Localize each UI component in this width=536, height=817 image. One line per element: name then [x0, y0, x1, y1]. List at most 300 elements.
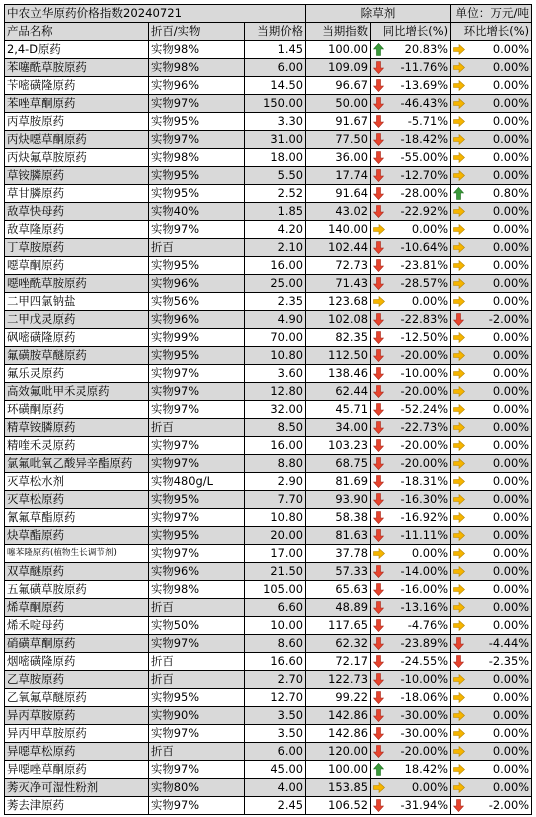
arrow-right-icon: [453, 293, 465, 310]
table-row: [5, 761, 532, 779]
product-name: 草甘膦原药: [5, 185, 149, 203]
product-name: 草铵膦原药: [5, 167, 149, 185]
current-price: 16.00: [245, 257, 306, 275]
current-index: 100.00: [306, 761, 371, 779]
yoy-cell: [371, 653, 451, 671]
mom-value: 0.00%: [492, 492, 530, 506]
mom-cell: [451, 581, 532, 599]
product-spec: 折百: [149, 599, 245, 617]
current-index: 17.74: [306, 167, 371, 185]
mom-value: 0.00%: [492, 258, 530, 272]
yoy-value: -12.70%: [400, 168, 449, 182]
mom-cell: [451, 59, 532, 77]
yoy-cell: [371, 437, 451, 455]
table-row: [5, 401, 532, 419]
mom-cell: [451, 725, 532, 743]
product-spec: 实物95%: [149, 167, 245, 185]
current-price: 12.70: [245, 689, 306, 707]
mom-cell: [451, 329, 532, 347]
table-row: [5, 41, 532, 59]
mom-cell: [451, 761, 532, 779]
yoy-value: -22.83%: [400, 312, 449, 326]
current-price: 18.00: [245, 149, 306, 167]
product-spec: 实物97%: [149, 545, 245, 563]
yoy-value: -5.71%: [407, 114, 449, 128]
current-index: 106.52: [306, 797, 371, 815]
table-row: [5, 671, 532, 689]
yoy-cell: [371, 365, 451, 383]
product-spec: 实物95%: [149, 185, 245, 203]
current-price: 7.70: [245, 491, 306, 509]
table-row: [5, 563, 532, 581]
current-index: 58.38: [306, 509, 371, 527]
product-spec: 实物98%: [149, 41, 245, 59]
product-name: 丙草胺原药: [5, 113, 149, 131]
table-row: [5, 545, 532, 563]
yoy-value: -28.57%: [400, 276, 449, 290]
arrow-down-icon: [373, 599, 385, 616]
yoy-value: -22.92%: [400, 204, 449, 218]
yoy-value: 20.83%: [404, 42, 449, 56]
yoy-cell: [371, 545, 451, 563]
arrow-right-icon: [453, 347, 465, 364]
yoy-value: -18.06%: [400, 690, 449, 704]
current-index: 120.00: [306, 743, 371, 761]
yoy-cell: [371, 167, 451, 185]
mom-value: 0.00%: [492, 114, 530, 128]
mom-value: 0.00%: [492, 672, 530, 686]
arrow-right-icon: [453, 545, 465, 562]
mom-cell: [451, 167, 532, 185]
product-name: 异噁唑草酮原药: [5, 761, 149, 779]
current-index: 62.32: [306, 635, 371, 653]
mom-cell: [451, 311, 532, 329]
current-price: 21.50: [245, 563, 306, 581]
product-name: 乙氧氟草醚原药: [5, 689, 149, 707]
col-header-name: 产品名称: [5, 23, 149, 41]
current-price: 6.60: [245, 599, 306, 617]
mom-cell: [451, 707, 532, 725]
yoy-value: -20.00%: [400, 348, 449, 362]
mom-value: 0.00%: [492, 762, 530, 776]
mom-value: 0.00%: [492, 456, 530, 470]
mom-value: 0.00%: [492, 582, 530, 596]
current-index: 100.00: [306, 41, 371, 59]
product-spec: 实物96%: [149, 77, 245, 95]
product-spec: 实物96%: [149, 311, 245, 329]
arrow-down-icon: [373, 509, 385, 526]
current-index: 142.86: [306, 707, 371, 725]
yoy-value: -10.64%: [400, 240, 449, 254]
current-index: 103.23: [306, 437, 371, 455]
arrow-down-icon: [373, 347, 385, 364]
yoy-value: 0.00%: [411, 294, 449, 308]
yoy-cell: [371, 293, 451, 311]
arrow-down-icon: [373, 725, 385, 742]
current-index: 117.65: [306, 617, 371, 635]
table-row: [5, 653, 532, 671]
arrow-right-icon: [453, 239, 465, 256]
current-index: 112.50: [306, 347, 371, 365]
product-name: 二甲戊灵原药: [5, 311, 149, 329]
current-index: 153.85: [306, 779, 371, 797]
current-index: 43.02: [306, 203, 371, 221]
product-spec: 实物95%: [149, 491, 245, 509]
arrow-right-icon: [373, 779, 385, 796]
mom-cell: [451, 401, 532, 419]
product-spec: 实物40%: [149, 203, 245, 221]
mom-cell: [451, 797, 532, 815]
current-price: 3.50: [245, 707, 306, 725]
mom-cell: [451, 203, 532, 221]
product-spec: 折百: [149, 653, 245, 671]
yoy-cell: [371, 761, 451, 779]
yoy-cell: [371, 113, 451, 131]
current-index: 45.71: [306, 401, 371, 419]
current-index: 81.63: [306, 527, 371, 545]
product-spec: 实物97%: [149, 797, 245, 815]
table-row: [5, 131, 532, 149]
product-spec: 实物97%: [149, 365, 245, 383]
mom-cell: [451, 77, 532, 95]
table-row: [5, 527, 532, 545]
current-price: 6.00: [245, 59, 306, 77]
col-header-mom: 环比增长(%): [451, 23, 532, 41]
current-price: 2.45: [245, 797, 306, 815]
product-spec: 实物98%: [149, 59, 245, 77]
arrow-down-icon: [373, 167, 385, 184]
yoy-value: -20.00%: [400, 744, 449, 758]
mom-cell: [451, 221, 532, 239]
product-name: 噁草酮原药: [5, 257, 149, 275]
yoy-cell: [371, 59, 451, 77]
current-index: 91.67: [306, 113, 371, 131]
product-name: 炔草酯原药: [5, 527, 149, 545]
arrow-up-icon: [373, 41, 385, 58]
arrow-down-icon: [373, 527, 385, 544]
product-spec: 实物95%: [149, 347, 245, 365]
current-price: 12.80: [245, 383, 306, 401]
table-row: [5, 365, 532, 383]
yoy-value: -30.00%: [400, 726, 449, 740]
product-name: 硝磺草酮原药: [5, 635, 149, 653]
current-price: 1.85: [245, 203, 306, 221]
yoy-cell: [371, 509, 451, 527]
mom-cell: [451, 95, 532, 113]
mom-value: 0.00%: [492, 528, 530, 542]
current-index: 36.00: [306, 149, 371, 167]
arrow-right-icon: [453, 689, 465, 706]
product-name: 苯唑草酮原药: [5, 95, 149, 113]
current-index: 65.63: [306, 581, 371, 599]
arrow-down-icon: [373, 437, 385, 454]
arrow-up-icon: [453, 185, 465, 202]
current-price: 1.45: [245, 41, 306, 59]
yoy-value: -20.00%: [400, 456, 449, 470]
current-index: 72.17: [306, 653, 371, 671]
arrow-right-icon: [453, 437, 465, 454]
table-row: [5, 581, 532, 599]
mom-value: 0.00%: [492, 348, 530, 362]
yoy-cell: [371, 239, 451, 257]
product-name: 莠去津原药: [5, 797, 149, 815]
current-index: 50.00: [306, 95, 371, 113]
table-row: [5, 221, 532, 239]
current-index: 91.64: [306, 185, 371, 203]
unit-label: 单位：万元/吨: [451, 5, 532, 23]
product-name: 氟乐灵原药: [5, 365, 149, 383]
yoy-cell: [371, 203, 451, 221]
yoy-value: -24.55%: [400, 654, 449, 668]
yoy-cell: [371, 707, 451, 725]
product-name: 高效氟吡甲禾灵原药: [5, 383, 149, 401]
arrow-down-icon: [373, 671, 385, 688]
current-price: 105.00: [245, 581, 306, 599]
table-row: [5, 167, 532, 185]
category-label: 除草剂: [306, 5, 451, 23]
mom-value: -4.44%: [488, 636, 530, 650]
arrow-down-icon: [373, 257, 385, 274]
arrow-right-icon: [453, 167, 465, 184]
mom-value: -2.35%: [488, 654, 530, 668]
product-name: 烟嘧磺隆原药: [5, 653, 149, 671]
price-index-sheet: [4, 4, 531, 815]
yoy-value: -22.73%: [400, 420, 449, 434]
current-price: 45.00: [245, 761, 306, 779]
arrow-right-icon: [453, 599, 465, 616]
mom-value: 0.00%: [492, 366, 530, 380]
product-name: 精喹禾灵原药: [5, 437, 149, 455]
arrow-right-icon: [453, 95, 465, 112]
current-index: 123.68: [306, 293, 371, 311]
current-index: 93.90: [306, 491, 371, 509]
arrow-down-icon: [373, 635, 385, 652]
product-name: 二甲四氯钠盐: [5, 293, 149, 311]
table-row: [5, 779, 532, 797]
yoy-cell: [371, 329, 451, 347]
product-name: 苄嘧磺隆原药: [5, 77, 149, 95]
product-spec: 实物480g/L: [149, 473, 245, 491]
mom-value: 0.00%: [492, 708, 530, 722]
mom-cell: [451, 131, 532, 149]
product-spec: 实物98%: [149, 149, 245, 167]
price-index-table: [4, 4, 532, 815]
yoy-value: -10.00%: [400, 672, 449, 686]
arrow-down-icon: [373, 617, 385, 634]
arrow-down-icon: [373, 113, 385, 130]
arrow-right-icon: [453, 419, 465, 436]
arrow-down-icon: [373, 95, 385, 112]
arrow-right-icon: [453, 779, 465, 796]
table-row: [5, 437, 532, 455]
current-index: 109.09: [306, 59, 371, 77]
mom-value: -2.00%: [488, 312, 530, 326]
table-row: [5, 473, 532, 491]
arrow-right-icon: [453, 365, 465, 382]
arrow-down-icon: [373, 473, 385, 490]
product-name: 莠灭净可湿性粉剂: [5, 779, 149, 797]
mom-value: 0.00%: [492, 600, 530, 614]
yoy-cell: [371, 491, 451, 509]
current-price: 8.60: [245, 635, 306, 653]
current-index: 57.33: [306, 563, 371, 581]
mom-cell: [451, 617, 532, 635]
product-spec: 实物95%: [149, 257, 245, 275]
current-price: 6.00: [245, 743, 306, 761]
yoy-cell: [371, 221, 451, 239]
yoy-value: 18.42%: [404, 762, 449, 776]
mom-cell: [451, 473, 532, 491]
current-price: 5.50: [245, 167, 306, 185]
mom-cell: [451, 419, 532, 437]
current-index: 34.00: [306, 419, 371, 437]
mom-cell: [451, 185, 532, 203]
arrow-right-icon: [453, 113, 465, 130]
product-spec: 实物97%: [149, 131, 245, 149]
current-price: 16.60: [245, 653, 306, 671]
mom-cell: [451, 743, 532, 761]
current-price: 3.30: [245, 113, 306, 131]
arrow-down-icon: [373, 383, 385, 400]
table-row: [5, 383, 532, 401]
current-price: 17.00: [245, 545, 306, 563]
arrow-down-icon: [373, 455, 385, 472]
yoy-value: -18.42%: [400, 132, 449, 146]
arrow-down-icon: [373, 59, 385, 76]
yoy-cell: [371, 743, 451, 761]
mom-cell: [451, 545, 532, 563]
product-name: 灭草松原药: [5, 491, 149, 509]
product-name: 双草醚原药: [5, 563, 149, 581]
arrow-down-icon: [453, 797, 465, 814]
current-index: 122.73: [306, 671, 371, 689]
yoy-value: -16.92%: [400, 510, 449, 524]
mom-value: 0.00%: [492, 690, 530, 704]
yoy-cell: [371, 617, 451, 635]
product-spec: 实物90%: [149, 707, 245, 725]
mom-cell: [451, 689, 532, 707]
table-row: [5, 239, 532, 257]
arrow-down-icon: [373, 365, 385, 382]
arrow-down-icon: [373, 563, 385, 580]
yoy-cell: [371, 689, 451, 707]
current-index: 68.75: [306, 455, 371, 473]
mom-value: 0.00%: [492, 546, 530, 560]
arrow-down-icon: [373, 491, 385, 508]
product-spec: 实物97%: [149, 635, 245, 653]
arrow-down-icon: [373, 689, 385, 706]
current-price: 31.00: [245, 131, 306, 149]
title-row: [5, 5, 532, 23]
product-name: 丁草胺原药: [5, 239, 149, 257]
current-index: 99.22: [306, 689, 371, 707]
arrow-down-icon: [453, 653, 465, 670]
yoy-value: -28.00%: [400, 186, 449, 200]
table-row: [5, 113, 532, 131]
mom-value: 0.00%: [492, 726, 530, 740]
product-spec: 实物95%: [149, 527, 245, 545]
current-price: 2.10: [245, 239, 306, 257]
current-index: 48.89: [306, 599, 371, 617]
table-row: [5, 617, 532, 635]
mom-value: -2.00%: [488, 798, 530, 812]
product-spec: 实物97%: [149, 221, 245, 239]
mom-value: 0.00%: [492, 384, 530, 398]
table-row: [5, 689, 532, 707]
arrow-down-icon: [373, 239, 385, 256]
arrow-right-icon: [453, 221, 465, 238]
mom-value: 0.00%: [492, 204, 530, 218]
yoy-cell: [371, 473, 451, 491]
mom-cell: [451, 491, 532, 509]
product-name: 敌草隆原药: [5, 221, 149, 239]
mom-value: 0.00%: [492, 420, 530, 434]
current-index: 77.50: [306, 131, 371, 149]
arrow-down-icon: [373, 707, 385, 724]
yoy-cell: [371, 635, 451, 653]
mom-value: 0.00%: [492, 222, 530, 236]
product-name: 烯草酮原药: [5, 599, 149, 617]
current-price: 3.50: [245, 725, 306, 743]
arrow-right-icon: [453, 671, 465, 688]
arrow-right-icon: [453, 149, 465, 166]
mom-cell: [451, 239, 532, 257]
table-row: [5, 293, 532, 311]
arrow-right-icon: [453, 617, 465, 634]
arrow-down-icon: [373, 131, 385, 148]
arrow-right-icon: [453, 581, 465, 598]
table-row: [5, 347, 532, 365]
mom-cell: [451, 437, 532, 455]
product-name: 环磺酮原药: [5, 401, 149, 419]
mom-cell: [451, 383, 532, 401]
product-name: 烯禾啶母药: [5, 617, 149, 635]
product-spec: 实物56%: [149, 293, 245, 311]
yoy-value: -23.81%: [400, 258, 449, 272]
product-spec: 实物50%: [149, 617, 245, 635]
arrow-right-icon: [373, 221, 385, 238]
arrow-right-icon: [373, 545, 385, 562]
mom-cell: [451, 509, 532, 527]
current-price: 150.00: [245, 95, 306, 113]
mom-cell: [451, 275, 532, 293]
product-name: 五氟磺草胺原药: [5, 581, 149, 599]
yoy-value: -12.50%: [400, 330, 449, 344]
current-index: 138.46: [306, 365, 371, 383]
arrow-down-icon: [373, 203, 385, 220]
yoy-value: -10.00%: [400, 366, 449, 380]
column-header-row: [5, 23, 532, 41]
mom-cell: [451, 563, 532, 581]
yoy-cell: [371, 527, 451, 545]
mom-value: 0.00%: [492, 276, 530, 290]
yoy-value: -46.43%: [400, 96, 449, 110]
arrow-down-icon: [373, 653, 385, 670]
table-row: [5, 203, 532, 221]
mom-value: 0.00%: [492, 474, 530, 488]
product-spec: 实物97%: [149, 761, 245, 779]
mom-value: 0.00%: [492, 510, 530, 524]
table-row: [5, 797, 532, 815]
arrow-right-icon: [453, 725, 465, 742]
product-spec: 实物97%: [149, 509, 245, 527]
table-row: [5, 185, 532, 203]
mom-cell: [451, 779, 532, 797]
yoy-value: -11.76%: [400, 60, 449, 74]
mom-value: 0.00%: [492, 294, 530, 308]
table-row: [5, 275, 532, 293]
yoy-value: -13.69%: [400, 78, 449, 92]
